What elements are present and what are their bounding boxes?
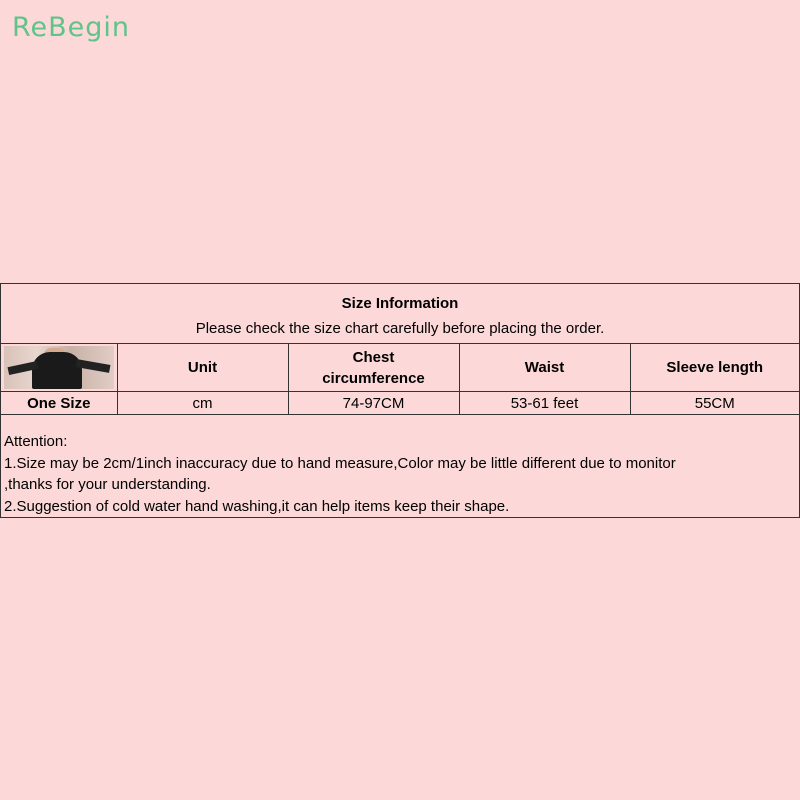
size-table-header-row [1, 344, 799, 392]
size-table [1, 344, 799, 415]
size-info-title: Size Information [341, 295, 459, 312]
header-unit: Unit [117, 344, 288, 392]
cell-chest: 74-97CM [288, 392, 459, 415]
size-label: One Size [1, 392, 117, 415]
cell-waist: 53-61 feet [459, 392, 630, 415]
header-chest-line2: circumference [322, 369, 425, 387]
product-photo [4, 346, 114, 389]
cell-unit: cm [117, 392, 288, 415]
attention-line-1: 1.Size may be 2cm/1inch inaccuracy due to hand measure,Color may be little different due to monitor [4, 454, 676, 472]
header-sleeve: Sleeve length [630, 344, 799, 392]
size-chart-sheet [0, 283, 800, 518]
header-waist: Waist [459, 344, 630, 392]
attention-notes [1, 415, 799, 517]
header-chest [288, 344, 459, 392]
cell-sleeve: 55CM [630, 392, 799, 415]
size-info-subtitle: Please check the size chart carefully before placing the order. [195, 320, 605, 337]
attention-line-2: ,thanks for your understanding. [4, 476, 211, 493]
brand-logo: ReBegin [12, 12, 131, 43]
size-info-header [1, 284, 799, 344]
table-row [1, 392, 799, 415]
attention-line-3: 2.Suggestion of cold water hand washing,it can help items keep their shape. [4, 497, 510, 515]
attention-heading: Attention: [4, 433, 68, 450]
product-photo-cell [1, 344, 117, 392]
header-chest-line1: Chest [352, 348, 395, 366]
